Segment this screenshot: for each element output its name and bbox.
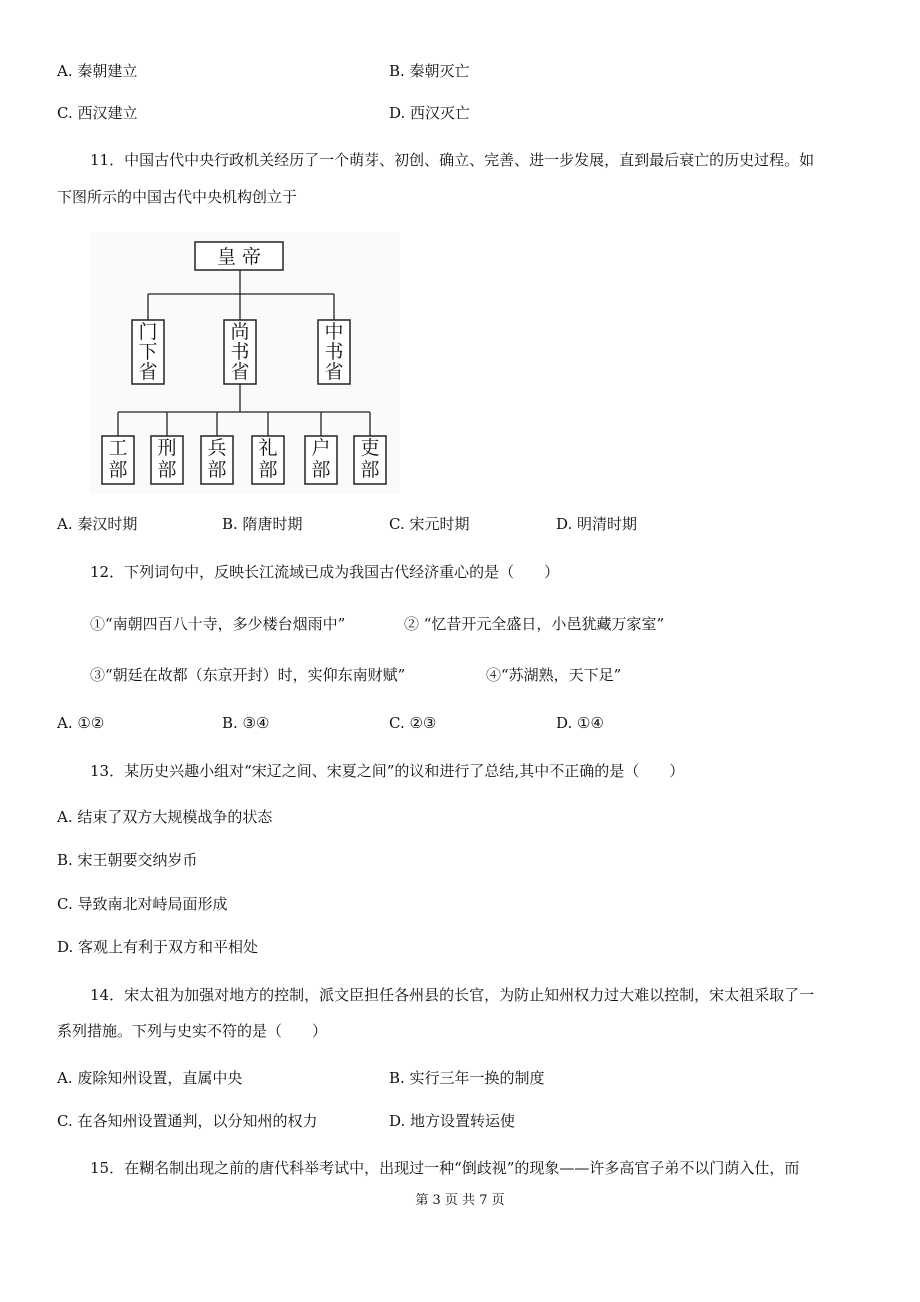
q11-option-b: B. 隋唐时期 <box>222 515 303 533</box>
q14-stem-line2: 系列措施。下列与史实不符的是（ ） <box>57 1022 328 1040</box>
q13-stem: 13．某历史兴趣小组对“宋辽之间、宋夏之间”的议和进行了总结,其中不正确的是（ ） <box>90 762 685 780</box>
svg-text:礼: 礼 <box>258 437 278 459</box>
q13-option-b: B. 宋王朝要交纳岁币 <box>57 851 198 869</box>
svg-text:省: 省 <box>138 361 158 383</box>
q13-option-d: D. 客观上有利于双方和平相处 <box>57 938 259 956</box>
q10-option-d: D. 西汉灭亡 <box>389 104 471 122</box>
q11-option-a: A. 秦汉时期 <box>57 515 138 533</box>
q13-option-c: C. 导致南北对峙局面形成 <box>57 895 228 913</box>
q12-quote-1: ①“南朝四百八十寺，多少楼台烟雨中” <box>90 615 346 633</box>
q10-option-b: B. 秦朝灭亡 <box>389 62 470 80</box>
q10-option-a: A. 秦朝建立 <box>57 62 138 80</box>
q12-quote-2: ② “忆昔开元全盛日，小邑犹藏万家室” <box>404 615 665 633</box>
ministry-box-bing <box>201 436 233 484</box>
svg-text:兵: 兵 <box>207 437 227 459</box>
svg-text:省: 省 <box>230 361 250 383</box>
svg-text:部: 部 <box>207 459 227 481</box>
svg-text:工: 工 <box>108 437 128 459</box>
ministry-box-gong <box>102 436 134 484</box>
q12-option-d: D. ①④ <box>556 714 604 732</box>
q14-stem-line1: 14．宋太祖为加强对地方的控制，派文臣担任各州县的长官，为防止知州权力过大难以控制，宋太祖采取了一 <box>90 986 815 1004</box>
government-structure-diagram <box>90 232 400 494</box>
svg-text:省: 省 <box>324 361 344 383</box>
q10-option-c: C. 西汉建立 <box>57 104 138 122</box>
q15-stem-line1: 15．在糊名制出现之前的唐代科举考试中，出现过一种“倒歧视”的现象——许多高官子弟不以门荫入仕，而 <box>90 1159 800 1177</box>
q14-option-a: A. 废除知州设置，直属中央 <box>57 1069 243 1087</box>
svg-text:吏: 吏 <box>360 437 380 459</box>
q12-option-b: B. ③④ <box>222 714 270 732</box>
department-box-menxia <box>132 320 164 384</box>
svg-text:户: 户 <box>311 437 331 459</box>
department-box-zhongshu <box>318 320 350 384</box>
q12-quote-3: ③“朝廷在故都（东京开封）时，实仰东南财赋” <box>90 666 406 684</box>
page-number: 第 3 页 共 7 页 <box>415 1193 505 1208</box>
q14-option-d: D. 地方设置转运使 <box>389 1112 516 1130</box>
svg-text:部: 部 <box>311 459 331 481</box>
ministry-box-li-personnel <box>354 436 386 484</box>
q12-stem: 12．下列词句中，反映长江流域已成为我国古代经济重心的是（ ） <box>90 563 560 581</box>
ministry-box-xing <box>151 436 183 484</box>
q11-stem-line1: 11．中国古代中央行政机关经历了一个萌芽、初创、确立、完善、进一步发展，直到最后衰亡的历史过程。如 <box>90 151 815 169</box>
svg-text:部: 部 <box>108 459 128 481</box>
ministry-box-hu <box>305 436 337 484</box>
svg-text:书: 书 <box>324 341 344 363</box>
svg-text:中: 中 <box>324 321 344 343</box>
svg-text:部: 部 <box>258 459 278 481</box>
q12-quote-4: ④“苏湖熟，天下足” <box>486 666 622 684</box>
q12-option-a: A. ①② <box>57 714 105 732</box>
svg-text:书: 书 <box>230 341 250 363</box>
q11-option-d: D. 明清时期 <box>556 515 638 533</box>
svg-text:部: 部 <box>157 459 177 481</box>
svg-text:尚: 尚 <box>230 321 250 343</box>
ministry-box-li-rites <box>252 436 284 484</box>
q11-option-c: C. 宋元时期 <box>389 515 470 533</box>
department-box-shangshu <box>224 320 256 384</box>
svg-text:门: 门 <box>138 321 158 343</box>
q14-option-c: C. 在各知州设置通判，以分知州的权力 <box>57 1112 318 1130</box>
q12-option-c: C. ②③ <box>389 714 437 732</box>
svg-text:部: 部 <box>360 459 380 481</box>
svg-text:刑: 刑 <box>157 437 177 459</box>
q13-option-a: A. 结束了双方大规模战争的状态 <box>57 808 273 826</box>
q11-stem-line2: 下图所示的中国古代中央机构创立于 <box>57 188 298 206</box>
q14-option-b: B. 实行三年一换的制度 <box>389 1069 545 1087</box>
emperor-label: 皇 帝 <box>216 246 262 268</box>
svg-text:下: 下 <box>138 341 158 363</box>
